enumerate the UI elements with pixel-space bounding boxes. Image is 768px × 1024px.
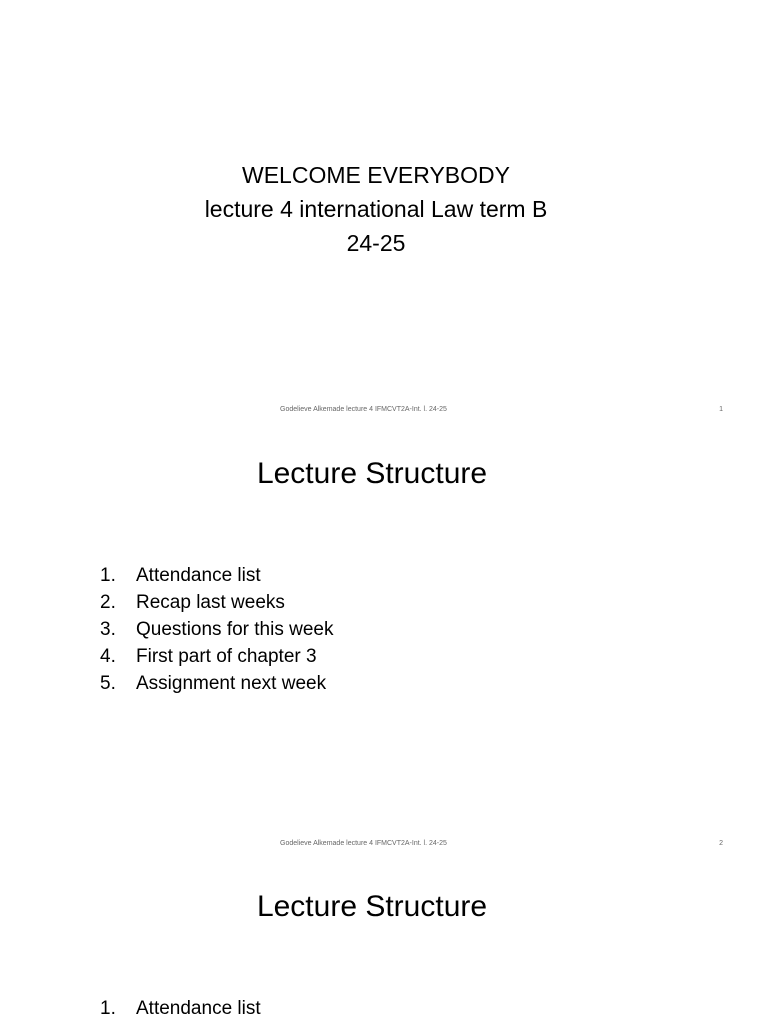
agenda-list — [100, 562, 333, 697]
list-item-text: Assignment next week — [136, 673, 327, 694]
list-item-text: Attendance list — [136, 998, 261, 1019]
footer-text: Godelieve Alkemade lecture 4 IFMCVT2A-Int. l. 24-25 — [280, 406, 447, 413]
footer-text: Godelieve Alkemade lecture 4 IFMCVT2A-Int. l. 24-25 — [280, 840, 447, 847]
title-line-lecture: lecture 4 international Law term B — [204, 196, 548, 222]
slide-footer — [0, 840, 768, 854]
list-item-number: 3. — [100, 619, 116, 640]
slide-title — [0, 158, 752, 260]
list-item-number: 1. — [100, 998, 116, 1019]
slide-heading: Lecture Structure — [256, 457, 488, 490]
title-line-year: 24-25 — [346, 230, 406, 256]
slide-2 — [0, 434, 768, 868]
page-number: 2 — [719, 840, 723, 847]
list-item — [100, 589, 333, 616]
slide-footer — [0, 406, 768, 420]
page-number: 1 — [719, 406, 723, 413]
list-item — [100, 995, 261, 1022]
list-item-text: Attendance list — [136, 565, 261, 586]
list-item — [100, 643, 333, 670]
slide-heading: Lecture Structure — [256, 890, 488, 923]
slide-3 — [0, 868, 768, 1024]
list-item-number: 2. — [100, 592, 116, 613]
list-item-number: 4. — [100, 646, 116, 667]
list-item-text: Recap last weeks — [136, 592, 285, 613]
list-item — [100, 670, 333, 697]
agenda-list — [100, 995, 261, 1022]
list-item-number: 5. — [100, 673, 116, 694]
list-item-text: Questions for this week — [136, 619, 334, 640]
slide-1 — [0, 0, 768, 434]
title-line-welcome: WELCOME EVERYBODY — [242, 162, 510, 188]
list-item — [100, 616, 333, 643]
list-item-text: First part of chapter 3 — [136, 646, 317, 667]
list-item-number: 1. — [100, 565, 116, 586]
list-item — [100, 562, 333, 589]
